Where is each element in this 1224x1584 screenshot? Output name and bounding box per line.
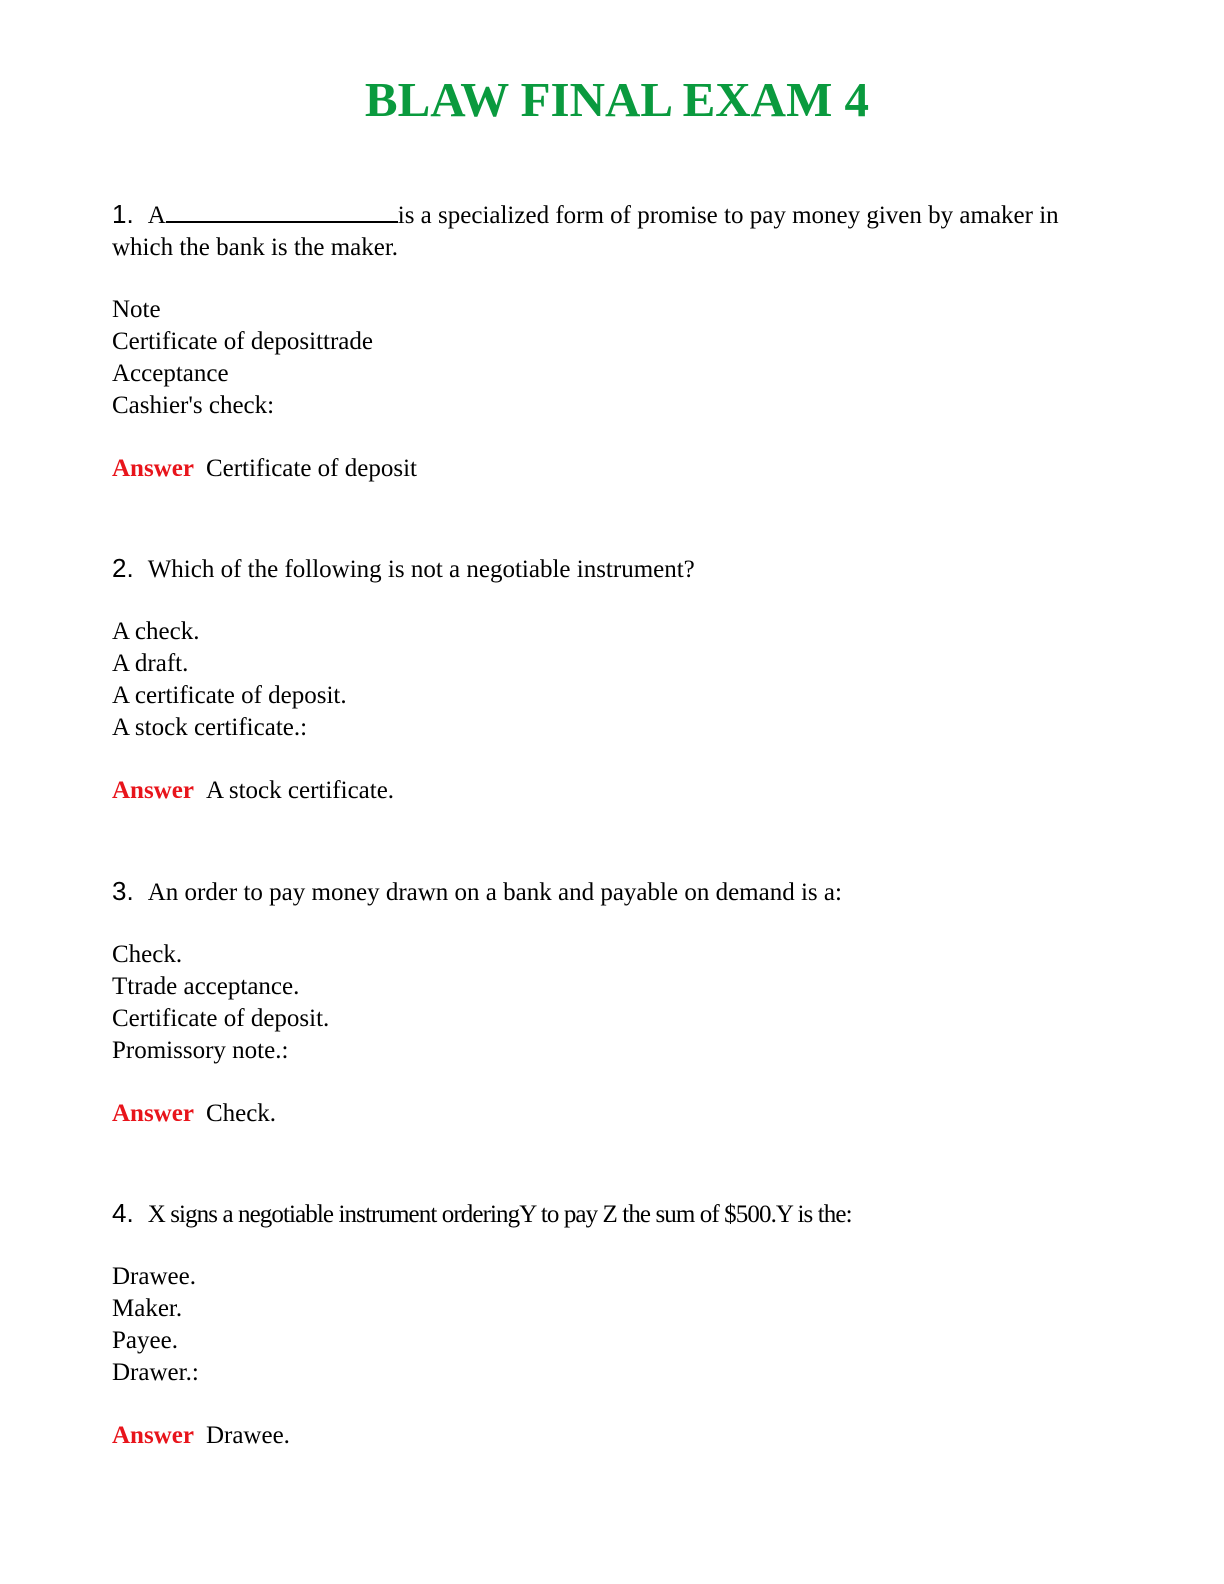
option-item: Drawee. <box>112 1263 196 1290</box>
option-item: Promissory note.: <box>112 1037 289 1064</box>
question-stem-text: is a specialized form of promise to pay money given by amaker in which the bank is the maker. <box>112 202 1059 261</box>
answer-line <box>112 1420 1122 1452</box>
option-item: A stock certificate.: <box>112 714 308 741</box>
option-item: A draft. <box>112 650 189 677</box>
option-item: Maker. <box>112 1295 183 1322</box>
answer-text: Certificate of deposit <box>205 455 417 482</box>
options-list <box>112 939 1122 1067</box>
options-list <box>112 616 1122 744</box>
option-item: A check. <box>112 618 200 645</box>
question-number: 1. <box>112 199 134 229</box>
question-1 <box>112 198 1122 485</box>
answer-text: Drawee. <box>205 1422 290 1449</box>
question-number: 4. <box>112 1198 134 1228</box>
options-list <box>112 1261 1122 1389</box>
question-2 <box>112 552 1122 807</box>
option-item: Drawer.: <box>112 1359 199 1386</box>
option-item: A certificate of deposit. <box>112 682 347 709</box>
question-stem <box>112 875 1122 909</box>
question-stem <box>112 198 1122 264</box>
answer-line <box>112 1098 1122 1130</box>
question-stem-prefix: A <box>147 202 166 229</box>
question-stem-text: An order to pay money drawn on a bank and payable on demand is a: <box>147 879 842 906</box>
answer-text: Check. <box>205 1100 277 1127</box>
question-stem <box>112 552 1122 586</box>
option-item: Certificate of deposit. <box>112 1005 330 1032</box>
question-stem-text: X signs a negotiable instrument orderingY to pay Z the sum of $500.Y is the: <box>147 1201 852 1228</box>
answer-line <box>112 453 1122 485</box>
option-item: Check. <box>112 941 183 968</box>
option-item: Payee. <box>112 1327 178 1354</box>
fill-in-blank <box>166 200 398 223</box>
option-item: Note <box>112 296 161 323</box>
options-list <box>112 294 1122 422</box>
answer-label: Answer <box>112 455 194 482</box>
question-stem <box>112 1197 1122 1231</box>
answer-label: Answer <box>112 1422 194 1449</box>
answer-label: Answer <box>112 1100 194 1127</box>
answer-text: A stock certificate. <box>205 777 395 804</box>
question-4 <box>112 1197 1122 1452</box>
page-title: BLAW FINAL EXAM 4 <box>364 72 870 127</box>
answer-label: Answer <box>112 777 194 804</box>
answer-line <box>112 775 1122 807</box>
option-item: Acceptance <box>112 360 229 387</box>
option-item: Cashier's check: <box>112 392 275 419</box>
question-number: 2. <box>112 553 134 583</box>
question-stem-text: Which of the following is not a negotiable instrument? <box>147 556 695 583</box>
question-number: 3. <box>112 876 134 906</box>
question-3 <box>112 875 1122 1130</box>
option-item: Ttrade acceptance. <box>112 973 300 1000</box>
option-item: Certificate of deposittrade <box>112 328 373 355</box>
